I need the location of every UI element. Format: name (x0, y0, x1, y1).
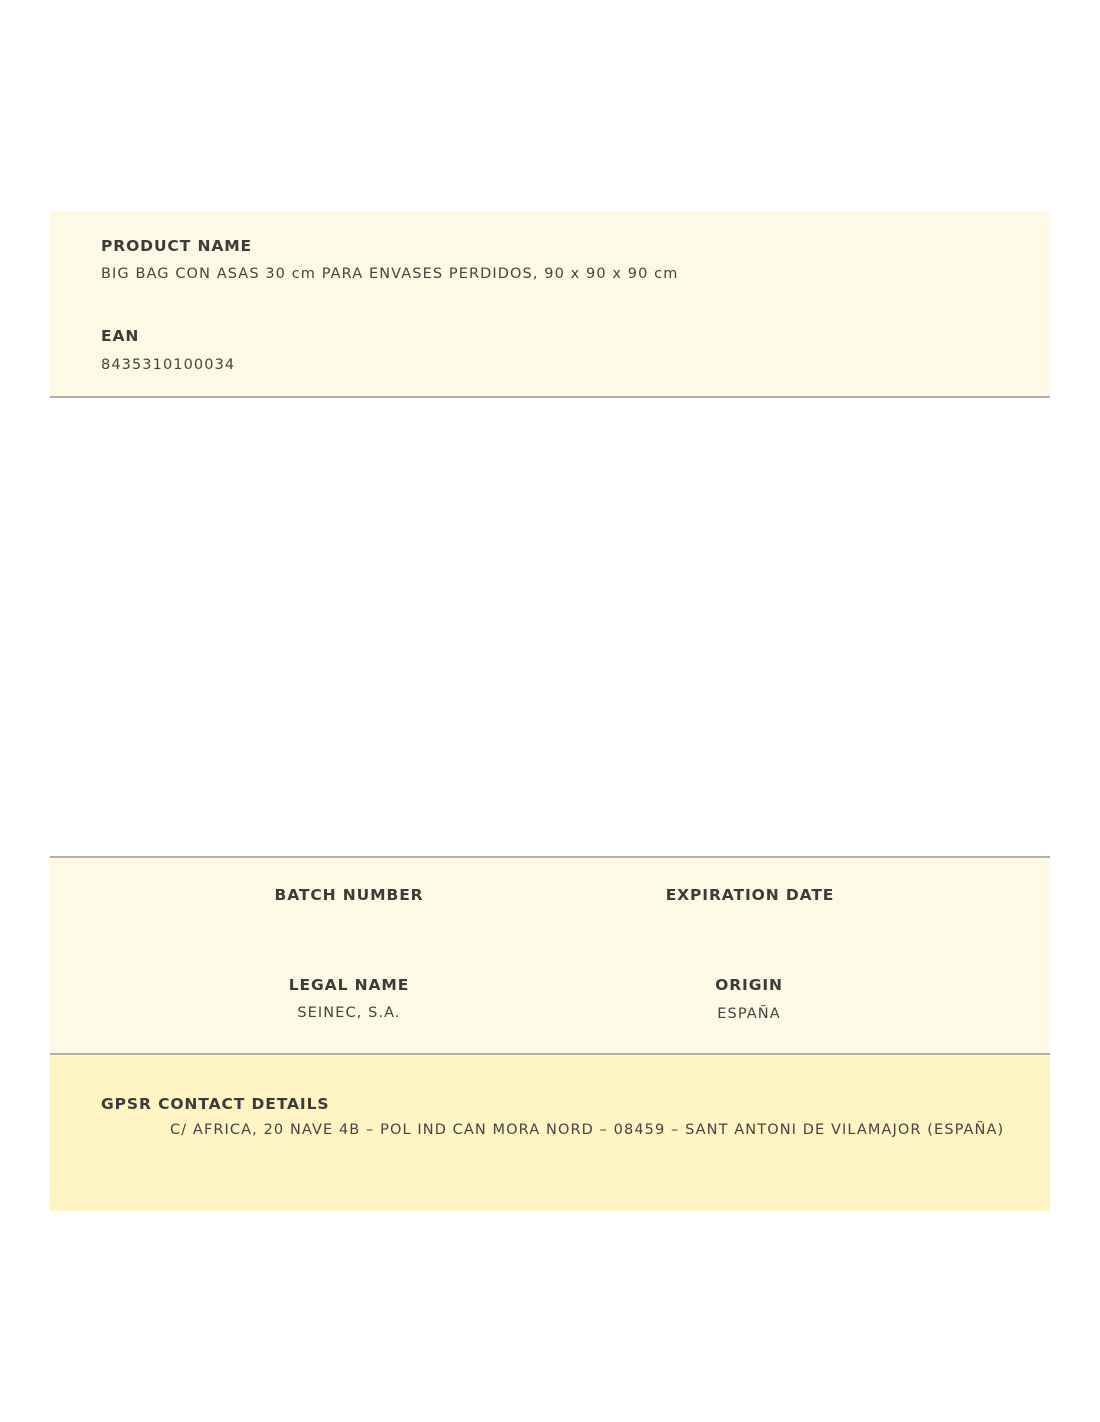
legal-name-value: SEINEC, S.A. (297, 1005, 401, 1021)
gpsr-contact-panel (50, 1055, 1050, 1211)
gpsr-contact-address: C/ AFRICA, 20 NAVE 4B – POL IND CAN MORA NORD – 08459 – SANT ANTONI DE VILAMAJOR (ESPAÑA) (170, 1122, 1005, 1138)
origin-label: ORIGIN (715, 976, 783, 994)
origin-value: ESPAÑA (717, 1006, 781, 1022)
gpsr-contact-label: GPSR CONTACT DETAILS (101, 1095, 330, 1113)
product-name-value: BIG BAG CON ASAS 30 cm PARA ENVASES PERDIDOS, 90 x 90 x 90 cm (101, 266, 679, 282)
batch-number-label: BATCH NUMBER (274, 886, 424, 904)
expiration-date-label: EXPIRATION DATE (665, 886, 835, 904)
ean-label: EAN (101, 327, 140, 345)
legal-name-label: LEGAL NAME (288, 976, 410, 994)
batch-legal-panel (50, 856, 1050, 1055)
product-info-panel (50, 211, 1050, 398)
ean-value: 8435310100034 (101, 357, 236, 373)
product-name-label: PRODUCT NAME (101, 237, 253, 255)
